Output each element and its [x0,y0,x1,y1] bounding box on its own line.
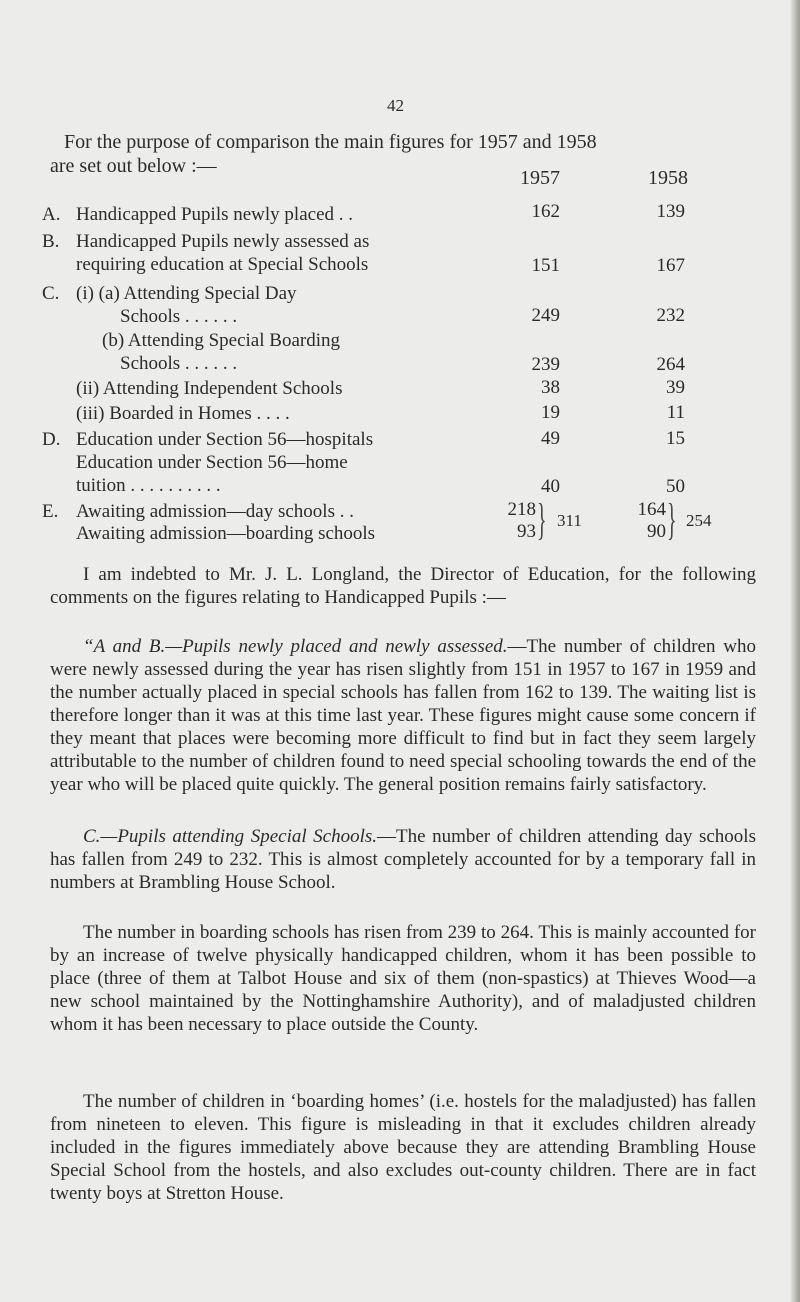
value-1957-boarding: 93 [517,521,536,542]
value-1958: 264 [656,354,685,375]
column-header-1957: 1957 [520,167,560,189]
value-1958: 39 [666,377,685,398]
value-1958: 50 [666,476,685,497]
row-description-line-1: Awaiting admission—day schools . . [76,501,354,522]
brace-1958: } [667,495,677,544]
brace-1957: } [537,495,547,544]
total-1957: 311 [557,511,582,530]
value-1957: 19 [541,402,560,423]
paragraph-5: The number of children in ‘boarding homes’ (i.e. hostels for the maladjusted) has fallen from nineteen to eleven. This figure is misleading in that it excludes children already included in the figures immediately above because they are attending Brambling House Special School from the hostels, and also excludes out-county children. There are in fact twenty boys at Stretton House. [50,1091,756,1204]
paragraph-1: I am indebted to Mr. J. L. Longland, the Director of Education, for the following comments on the figures relating to Handicapped Pupils :— [50,564,756,608]
value-1957: 249 [531,305,560,326]
value-1958: 15 [666,428,685,449]
intro-line-2: are set out below :— [50,155,217,177]
value-1958: 139 [656,201,685,222]
column-header-1958: 1958 [648,167,688,189]
paragraph-3 [50,825,756,894]
value-1958-day: 164 [637,499,666,520]
value-1957: 49 [541,428,560,449]
value-1957-day: 218 [507,499,536,520]
value-1958-boarding: 90 [647,521,666,542]
paragraph-3-heading: C.—Pupils attending Special Schools. [83,826,378,847]
row-description-line-2: Schools . . . . . . [120,306,238,327]
value-1958: 232 [656,305,685,326]
row-letter: A. [42,204,61,225]
value-1957: 38 [541,377,560,398]
row-description-line-2: tuition . . . . . . . . . . [76,475,221,496]
row-letter: C. [42,283,60,304]
value-1957: 162 [531,201,560,222]
row-description: (ii) Attending Independent Schools [76,378,343,399]
paragraph-4: The number in boarding schools has risen from 239 to 264. This is mainly accounted for by an increase of twelve physically handicapped children, whom it has been possible to place (three of them at Talbot House and six of them (non-spastics) at Thieves Wood—a new school maintained by the Nottinghamshire Authority), and of maladjusted children whom it has been necessary to place outside the County. [50,922,756,1035]
row-letter: E. [42,501,59,522]
intro-line-1: For the purpose of comparison the main figures for 1957 and 1958 [64,131,597,153]
value-1958: 11 [666,402,685,423]
row-description-line-2: Schools . . . . . . [120,353,238,374]
page-number: 42 [387,96,404,115]
value-1957: 40 [541,476,560,497]
row-description-line-1: Education under Section 56—home [76,452,348,473]
page-edge-shadow [790,0,800,1302]
paragraph-2-heading: “A and B.—Pupils newly placed and newly assessed. [83,636,508,657]
row-description-line-1: (b) Attending Special Boarding [102,330,340,351]
row-description-line-1: (i) (a) Attending Special Day [76,283,297,304]
row-description-line-2: requiring education at Special Schools [76,254,369,275]
value-1958: 167 [656,255,685,276]
paragraph-2-body: —The number of children who were newly assessed during the year has risen slightly from 151 in 1957 to 167 in 1959 and the number actually placed in special schools has fallen from 162 to 139. The waiting list is therefore longer than it was at this time last year. These figures might cause some concern if they meant that places were becoming more difficult to find but in fact they seem largely attributable to the number of children found to need special schooling towards the end of the year who will be placed quite quickly. The general position remains fairly satisfactory. [50,636,756,795]
row-description: Education under Section 56—hospitals [76,429,374,450]
row-description: Handicapped Pupils newly placed . . [76,204,354,225]
row-description-line-2: Awaiting admission—boarding schools [76,523,376,544]
value-1957: 151 [531,255,560,276]
row-letter: B. [42,231,60,252]
paragraph-2 [50,635,756,796]
paragraph-3-body: —The number of children attending day schools has fallen from 249 to 232. This is almost completely accounted for by a temporary fall in numbers at Brambling House School. [50,826,756,893]
row-description-line-1: Handicapped Pupils newly assessed as [76,231,370,252]
row-letter: D. [42,429,61,450]
row-description: (iii) Boarded in Homes . . . . [76,403,290,424]
total-1958: 254 [686,511,712,530]
value-1957: 239 [531,354,560,375]
